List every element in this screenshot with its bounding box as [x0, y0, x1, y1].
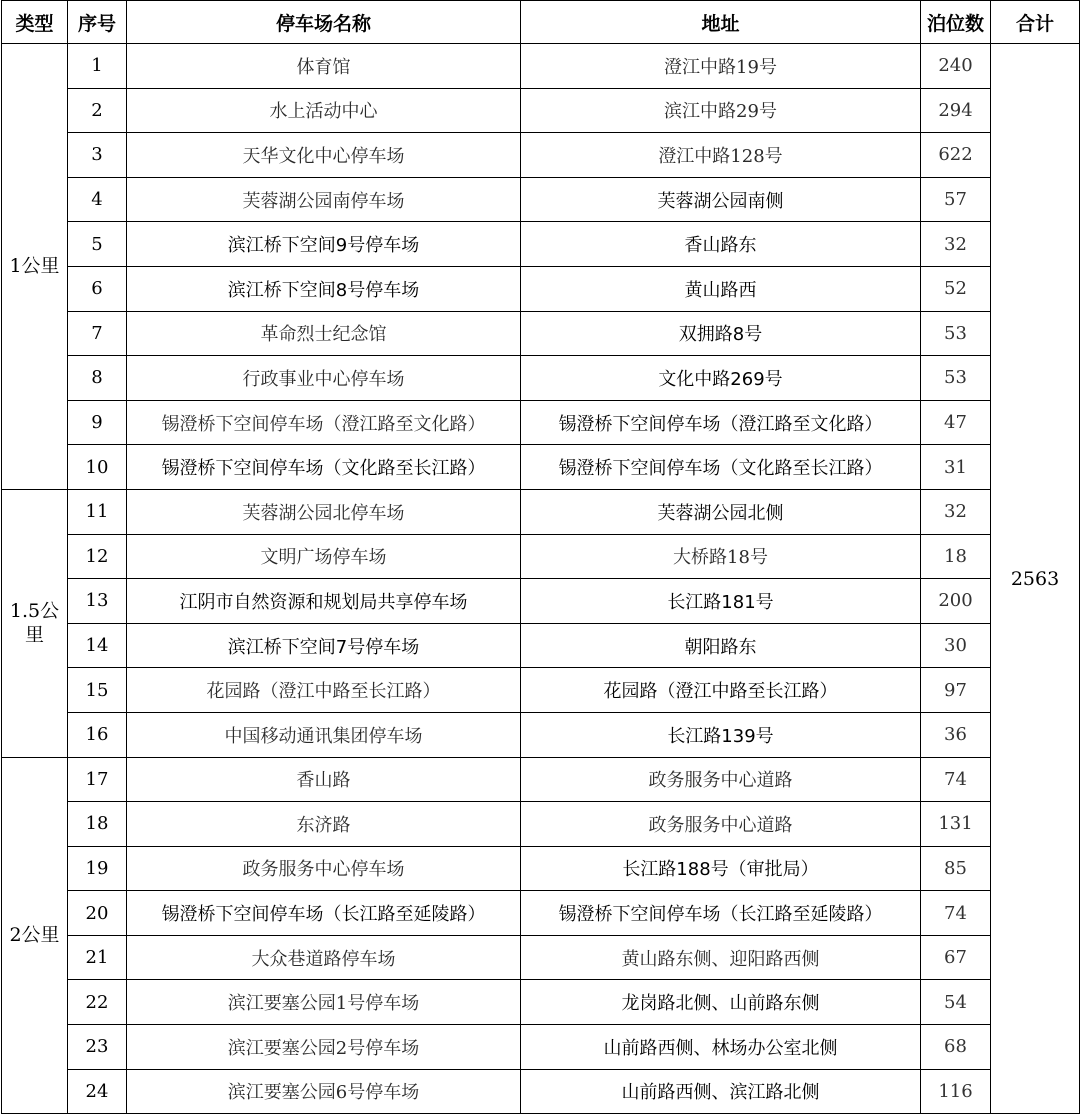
seq-cell: 23 — [68, 1025, 127, 1070]
table-row — [2, 1025, 1080, 1070]
spots-cell: 18 — [921, 534, 991, 579]
table-row — [2, 88, 1080, 133]
spots-cell: 32 — [921, 222, 991, 267]
spots-cell: 116 — [921, 1069, 991, 1114]
address-cell: 山前路西侧、林场办公室北侧 — [521, 1025, 921, 1070]
address-cell: 山前路西侧、滨江路北侧 — [521, 1069, 921, 1114]
parking-name-cell: 天华文化中心停车场 — [127, 133, 521, 178]
parking-name-cell: 锡澄桥下空间停车场（澄江路至文化路） — [127, 400, 521, 445]
spots-cell: 74 — [921, 891, 991, 936]
spots-cell: 32 — [921, 489, 991, 534]
table-body — [2, 44, 1080, 1114]
seq-cell: 10 — [68, 445, 127, 490]
address-cell: 锡澄桥下空间停车场（长江路至延陵路） — [521, 891, 921, 936]
parking-lot-table — [1, 0, 1080, 1114]
spots-cell: 52 — [921, 266, 991, 311]
parking-name-cell: 中国移动通讯集团停车场 — [127, 712, 521, 757]
seq-cell: 17 — [68, 757, 127, 802]
address-cell: 芙蓉湖公园南侧 — [521, 177, 921, 222]
spots-cell: 131 — [921, 802, 991, 847]
seq-cell: 1 — [68, 44, 127, 89]
parking-name-cell: 行政事业中心停车场 — [127, 356, 521, 401]
seq-cell: 14 — [68, 623, 127, 668]
seq-cell: 5 — [68, 222, 127, 267]
table-row — [2, 133, 1080, 178]
table-row — [2, 712, 1080, 757]
header-type: 类型 — [2, 1, 68, 44]
table-row — [2, 311, 1080, 356]
parking-name-cell: 锡澄桥下空间停车场（文化路至长江路） — [127, 445, 521, 490]
parking-name-cell: 政务服务中心停车场 — [127, 846, 521, 891]
parking-name-cell: 芙蓉湖公园南停车场 — [127, 177, 521, 222]
seq-cell: 18 — [68, 802, 127, 847]
seq-cell: 15 — [68, 668, 127, 713]
parking-name-cell: 文明广场停车场 — [127, 534, 521, 579]
address-cell: 澄江中路19号 — [521, 44, 921, 89]
spots-cell: 67 — [921, 935, 991, 980]
spots-cell: 53 — [921, 311, 991, 356]
table-row — [2, 489, 1080, 534]
table-row — [2, 935, 1080, 980]
parking-name-cell: 滨江要塞公园1号停车场 — [127, 980, 521, 1025]
total-cell: 2563 — [991, 44, 1080, 1114]
parking-name-cell: 花园路（澄江中路至长江路） — [127, 668, 521, 713]
parking-name-cell: 滨江要塞公园2号停车场 — [127, 1025, 521, 1070]
spots-cell: 54 — [921, 980, 991, 1025]
parking-name-cell: 水上活动中心 — [127, 88, 521, 133]
table-row — [2, 846, 1080, 891]
seq-cell: 6 — [68, 266, 127, 311]
seq-cell: 24 — [68, 1069, 127, 1114]
parking-name-cell: 大众巷道路停车场 — [127, 935, 521, 980]
parking-name-cell: 香山路 — [127, 757, 521, 802]
parking-name-cell: 滨江桥下空间7号停车场 — [127, 623, 521, 668]
header-seq: 序号 — [68, 1, 127, 44]
table-row — [2, 400, 1080, 445]
spots-cell: 240 — [921, 44, 991, 89]
table-row — [2, 579, 1080, 624]
header-name: 停车场名称 — [127, 1, 521, 44]
spots-cell: 30 — [921, 623, 991, 668]
parking-name-cell: 江阴市自然资源和规划局共享停车场 — [127, 579, 521, 624]
table-row — [2, 1069, 1080, 1114]
address-cell: 文化中路269号 — [521, 356, 921, 401]
address-cell: 锡澄桥下空间停车场（文化路至长江路） — [521, 445, 921, 490]
address-cell: 政务服务中心道路 — [521, 757, 921, 802]
spots-cell: 36 — [921, 712, 991, 757]
address-cell: 长江路181号 — [521, 579, 921, 624]
parking-name-cell: 滨江桥下空间9号停车场 — [127, 222, 521, 267]
parking-name-cell: 锡澄桥下空间停车场（长江路至延陵路） — [127, 891, 521, 936]
spots-cell: 57 — [921, 177, 991, 222]
table-row — [2, 891, 1080, 936]
address-cell: 大桥路18号 — [521, 534, 921, 579]
address-cell: 黄山路东侧、迎阳路西侧 — [521, 935, 921, 980]
address-cell: 芙蓉湖公园北侧 — [521, 489, 921, 534]
address-cell: 政务服务中心道路 — [521, 802, 921, 847]
seq-cell: 4 — [68, 177, 127, 222]
header-row — [2, 1, 1080, 44]
parking-name-cell: 体育馆 — [127, 44, 521, 89]
address-cell: 龙岗路北侧、山前路东侧 — [521, 980, 921, 1025]
header-total: 合计 — [991, 1, 1080, 44]
table-row — [2, 44, 1080, 89]
table-row — [2, 980, 1080, 1025]
seq-cell: 19 — [68, 846, 127, 891]
address-cell: 花园路（澄江中路至长江路） — [521, 668, 921, 713]
table-row — [2, 222, 1080, 267]
address-cell: 黄山路西 — [521, 266, 921, 311]
table-row — [2, 534, 1080, 579]
seq-cell: 9 — [68, 400, 127, 445]
address-cell: 长江路188号（审批局） — [521, 846, 921, 891]
seq-cell: 16 — [68, 712, 127, 757]
parking-name-cell: 革命烈士纪念馆 — [127, 311, 521, 356]
spots-cell: 47 — [921, 400, 991, 445]
table-row — [2, 757, 1080, 802]
spots-cell: 622 — [921, 133, 991, 178]
table-row — [2, 802, 1080, 847]
table-row — [2, 623, 1080, 668]
category-cell: 1.5公里 — [2, 489, 68, 757]
table-row — [2, 445, 1080, 490]
seq-cell: 2 — [68, 88, 127, 133]
header-spots: 泊位数 — [921, 1, 991, 44]
table-row — [2, 356, 1080, 401]
address-cell: 双拥路8号 — [521, 311, 921, 356]
parking-name-cell: 滨江桥下空间8号停车场 — [127, 266, 521, 311]
spots-cell: 200 — [921, 579, 991, 624]
address-cell: 滨江中路29号 — [521, 88, 921, 133]
spots-cell: 74 — [921, 757, 991, 802]
seq-cell: 13 — [68, 579, 127, 624]
address-cell: 澄江中路128号 — [521, 133, 921, 178]
seq-cell: 11 — [68, 489, 127, 534]
table-row — [2, 668, 1080, 713]
spots-cell: 85 — [921, 846, 991, 891]
table-row — [2, 266, 1080, 311]
seq-cell: 20 — [68, 891, 127, 936]
seq-cell: 12 — [68, 534, 127, 579]
parking-name-cell: 芙蓉湖公园北停车场 — [127, 489, 521, 534]
spots-cell: 68 — [921, 1025, 991, 1070]
spots-cell: 31 — [921, 445, 991, 490]
seq-cell: 3 — [68, 133, 127, 178]
address-cell: 朝阳路东 — [521, 623, 921, 668]
table-row — [2, 177, 1080, 222]
seq-cell: 21 — [68, 935, 127, 980]
spots-cell: 97 — [921, 668, 991, 713]
category-cell: 2公里 — [2, 757, 68, 1114]
seq-cell: 7 — [68, 311, 127, 356]
spots-cell: 53 — [921, 356, 991, 401]
address-cell: 香山路东 — [521, 222, 921, 267]
address-cell: 长江路139号 — [521, 712, 921, 757]
seq-cell: 22 — [68, 980, 127, 1025]
parking-name-cell: 滨江要塞公园6号停车场 — [127, 1069, 521, 1114]
spots-cell: 294 — [921, 88, 991, 133]
seq-cell: 8 — [68, 356, 127, 401]
address-cell: 锡澄桥下空间停车场（澄江路至文化路） — [521, 400, 921, 445]
category-cell: 1公里 — [2, 44, 68, 490]
parking-name-cell: 东济路 — [127, 802, 521, 847]
header-address: 地址 — [521, 1, 921, 44]
